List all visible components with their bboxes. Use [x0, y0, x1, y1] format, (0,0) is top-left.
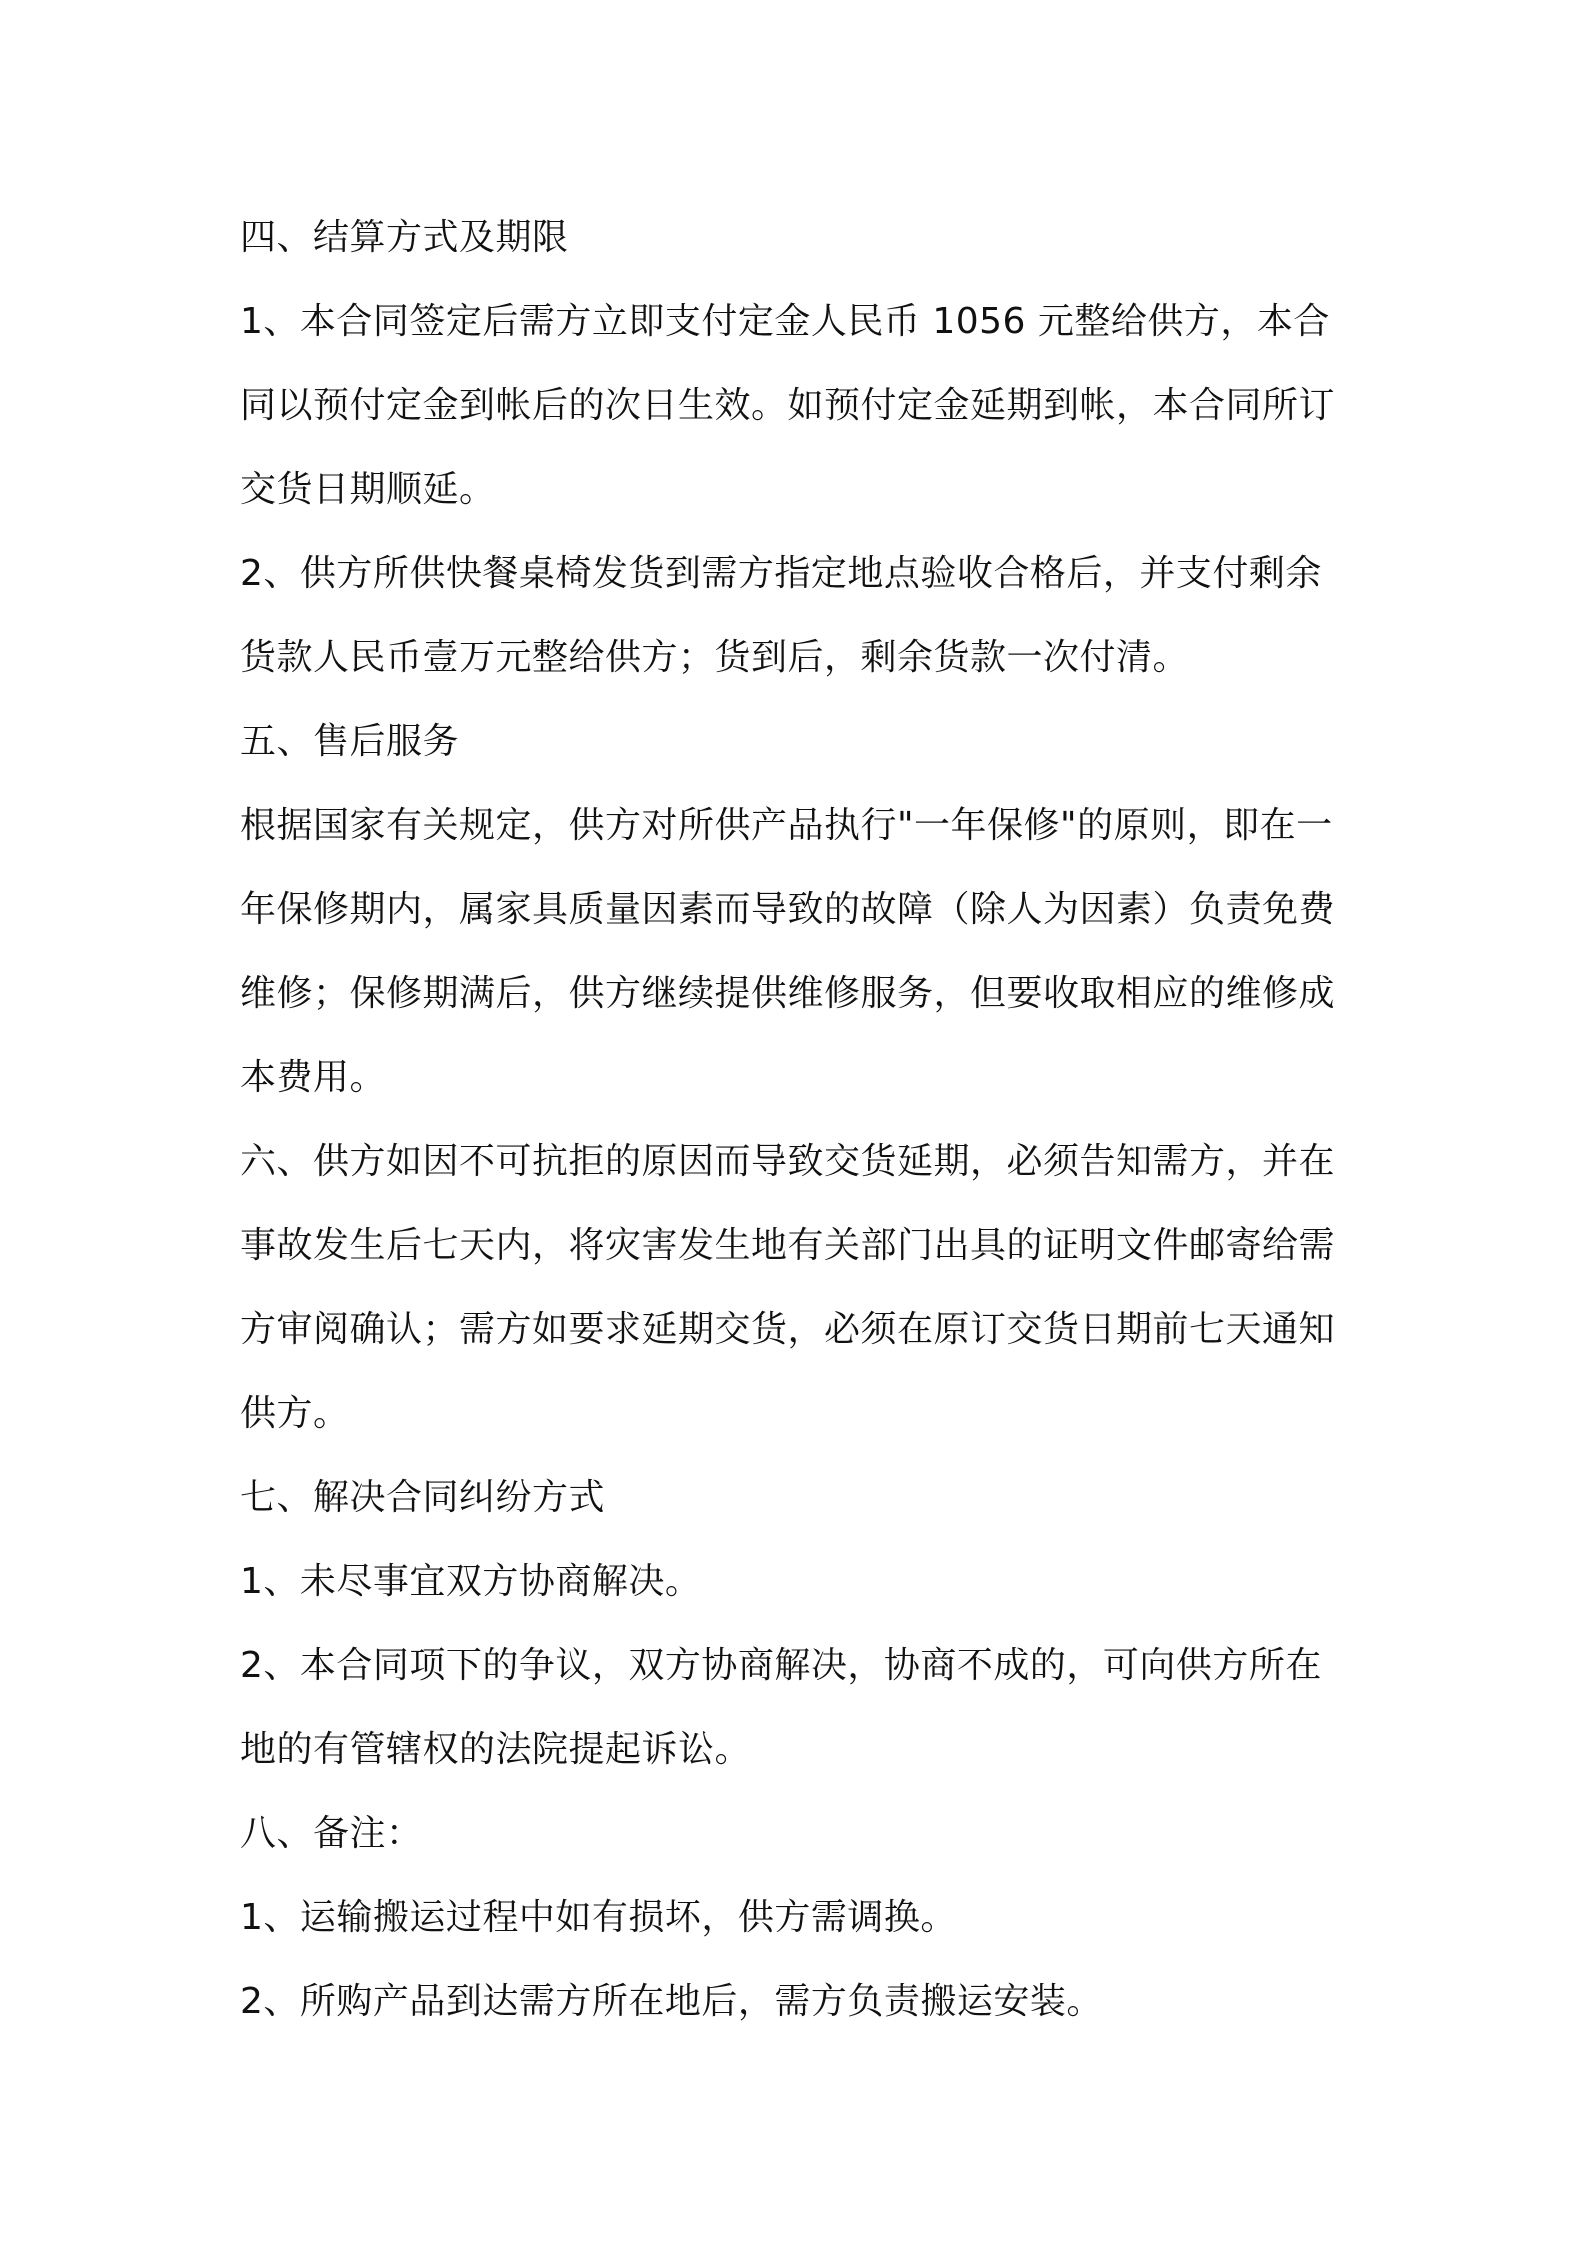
paragraph-line: 本费用。: [240, 1057, 387, 1098]
document-body: [240, 196, 1360, 2044]
paragraph-line: 2、所购产品到达需方所在地后，需方负责搬运安装。: [240, 1981, 1103, 2022]
paragraph-line: 交货日期顺延。: [240, 469, 496, 510]
paragraph-line: 供方。: [240, 1393, 350, 1434]
paragraph-line: 1、运输搬运过程中如有损坏，供方需调换。: [240, 1897, 957, 1938]
paragraph-line: 维修；保修期满后，供方继续提供维修服务，但要收取相应的维修成: [240, 973, 1336, 1014]
paragraph-line: 方审阅确认；需方如要求延期交货，必须在原订交货日期前七天通知: [240, 1309, 1336, 1350]
section-heading-after-sales: 五、售后服务: [240, 721, 460, 762]
section-heading-disputes: 七、解决合同纠纷方式: [240, 1477, 606, 1518]
section-heading-settlement: 四、结算方式及期限: [240, 217, 569, 258]
paragraph-line: 1、未尽事宜双方协商解决。: [240, 1561, 702, 1602]
paragraph-line: 2、本合同项下的争议，双方协商解决，协商不成的，可向供方所在: [240, 1645, 1322, 1686]
paragraph-line: 2、供方所供快餐桌椅发货到需方指定地点验收合格后，并支付剩余: [240, 553, 1322, 594]
paragraph-line: 年保修期内，属家具质量因素而导致的故障（除人为因素）负责免费: [240, 889, 1336, 930]
paragraph-line: 同以预付定金到帐后的次日生效。如预付定金延期到帐，本合同所订: [240, 385, 1336, 426]
paragraph-line: 事故发生后七天内，将灾害发生地有关部门出具的证明文件邮寄给需: [240, 1225, 1336, 1266]
paragraph-line: 地的有管辖权的法院提起诉讼。: [240, 1729, 752, 1770]
section-heading-force-majeure: 六、供方如因不可抗拒的原因而导致交货延期，必须告知需方，并在: [240, 1141, 1336, 1182]
paragraph-line: 根据国家有关规定，供方对所供产品执行"一年保修"的原则，即在一: [240, 805, 1333, 846]
paragraph-line: 货款人民币壹万元整给供方；货到后，剩余货款一次付清。: [240, 637, 1190, 678]
paragraph-line: 1、本合同签定后需方立即支付定金人民币 1056 元整给供方，本合: [240, 301, 1330, 342]
section-heading-remarks: 八、备注：: [240, 1813, 423, 1854]
